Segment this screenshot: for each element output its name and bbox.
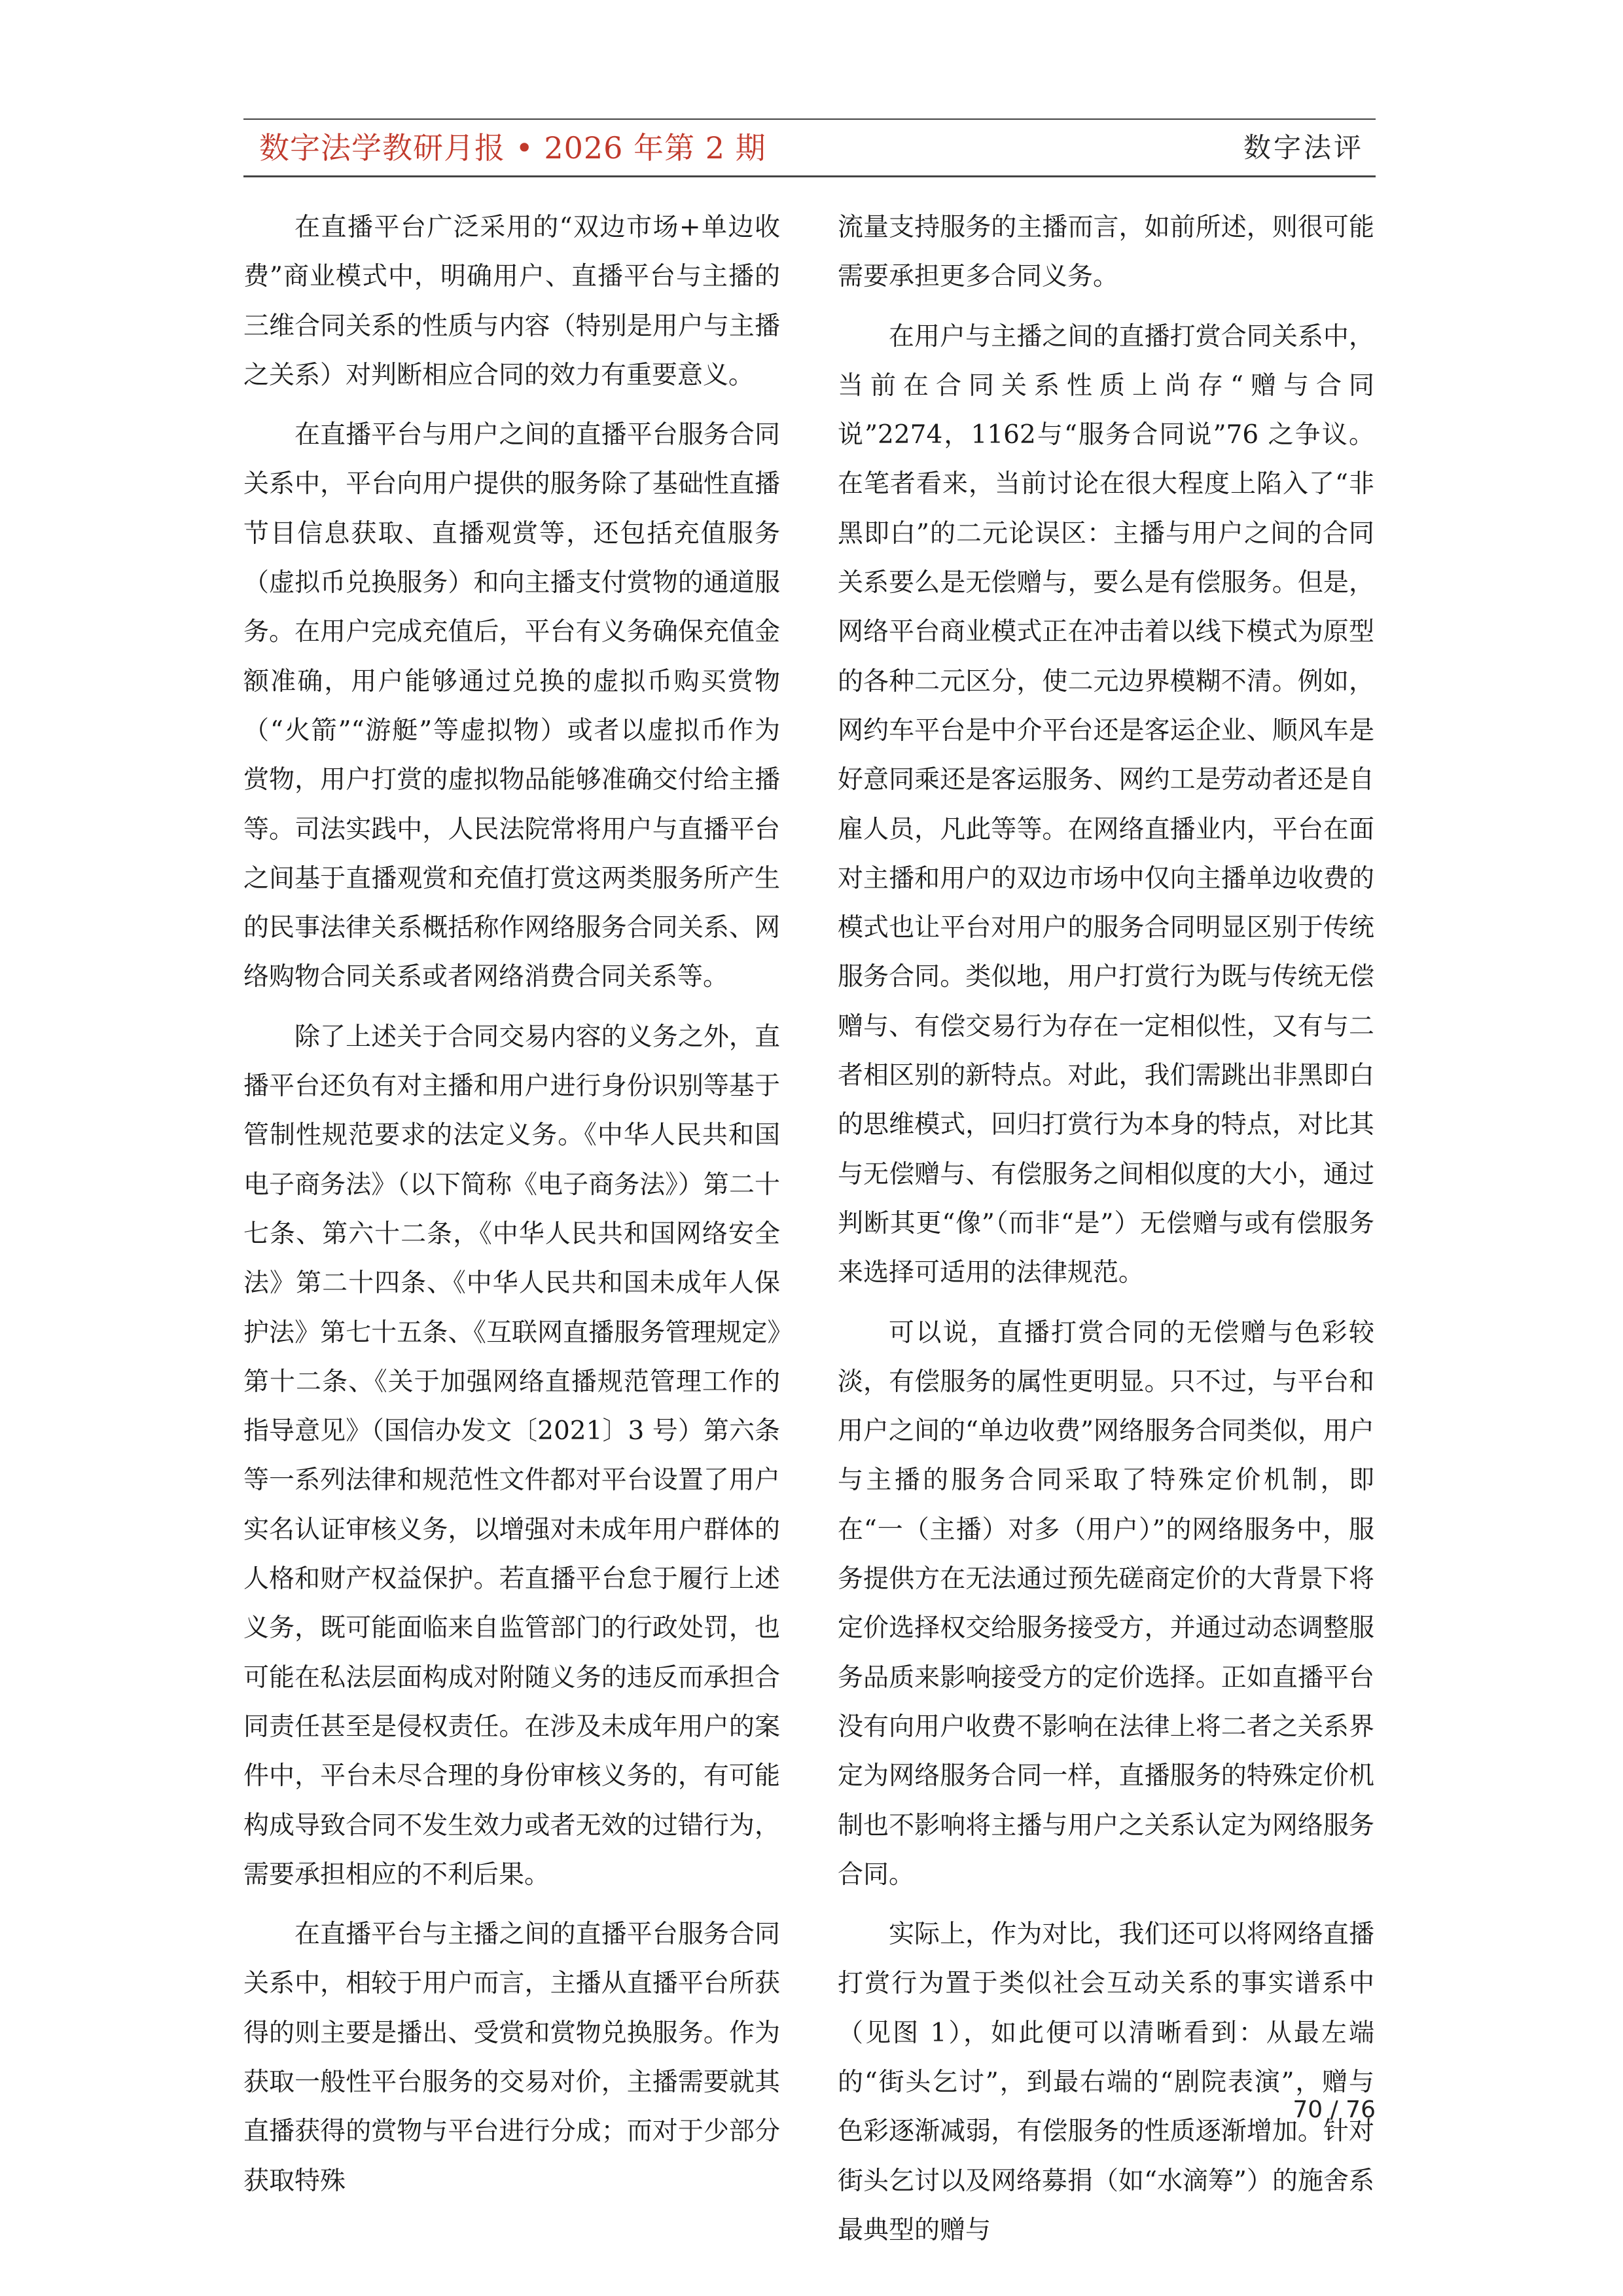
right-column <box>838 203 1374 2245</box>
header-bottom-rule <box>243 175 1376 177</box>
journal-title: 数字法学教研月报 • 2026 年第 2 期 <box>259 130 766 166</box>
header-top-rule <box>243 118 1376 120</box>
left-column <box>243 203 780 2196</box>
paragraph: 在直播平台广泛采用的“双边市场+单边收费”商业模式中，明确用户、直播平台与主播的三维合同关系的性质与内容（特别是用户与主播之关系）对判断相应合同的效力有重要意义。 <box>243 213 780 390</box>
paragraph-continuation: 流量支持服务的主播而言，如前所述，则很可能需要承担更多合同义务。 <box>838 213 1374 292</box>
paragraph: 在直播平台与主播之间的直播平台服务合同关系中，相较于用户而言，主播从直播平台所获得的则主要是播出、受赏和赏物兑换服务。作为获取一般性平台服务的交易对价，主播需要就其直播获得的赏物与平台进行分成；而对于少部分获取特殊 <box>243 1920 780 2196</box>
paragraph: 在用户与主播之间的直播打赏合同关系中，当前在合同关系性质上尚存“赠与合同说”2274，1162与“服务合同说”76 之争议。在笔者看来，当前讨论在很大程度上陷入了“非黑即白”的二元论误区：主播与用户之间的合同关系要么是无偿赠与，要么是有偿服务。但是，网络平台商业模式正在冲击着以线下模式为原型的各种二元区分，使二元边界模糊不清。例如，网约车平台是中介平台还是客运企业、顺风车是好意同乘还是客运服务、网约工是劳动者还是自雇人员，凡此等等。在网络直播业内，平台在面对主播和用户的双边市场中仅向主播单边收费的模式也让平台对用户的服务合同明显区别于传统服务合同。类似地，用户打赏行为既与传统无偿赠与、有偿交易行为存在一定相似性，又有与二者相区别的新特点。对此，我们需跳出非黑即白的思维模式，回归打赏行为本身的特点，对比其与无偿赠与、有偿服务之间相似度的大小，通过判断其更“像”（而非“是”）无偿赠与或有偿服务来选择可适用的法律规范。 <box>838 321 1374 1288</box>
page-number: 70 / 76 <box>1293 2096 1376 2123</box>
paragraph: 在直播平台与用户之间的直播平台服务合同关系中，平台向用户提供的服务除了基础性直播节目信息获取、直播观赏等，还包括充值服务（虚拟币兑换服务）和向主播支付赏物的通道服务。在用户完成充值后，平台有义务确保充值金额准确，用户能够通过兑换的虚拟币购买赏物（“火箭”“游艇”等虚拟物）或者以虚拟币作为赏物，用户打赏的虚拟物品能够准确交付给主播等。司法实践中，人民法院常将用户与直播平台之间基于直播观赏和充值打赏这两类服务所产生的民事法律关系概括称作网络服务合同关系、网络购物合同关系或者网络消费合同关系等。 <box>243 420 780 992</box>
section-label: 数字法评 <box>1243 132 1364 164</box>
paragraph: 可以说，直播打赏合同的无偿赠与色彩较淡，有偿服务的属性更明显。只不过，与平台和用户之间的“单边收费”网络服务合同类似，用户与主播的服务合同采取了特殊定价机制，即在“一（主播）对多（用户）”的网络服务中，服务提供方在无法通过预先磋商定价的大背景下将定价选择权交给服务接受方，并通过动态调整服务品质来影响接受方的定价选择。正如直播平台没有向用户收费不影响在法律上将二者之关系界定为网络服务合同一样，直播服务的特殊定价机制也不影响将主播与用户之关系认定为网络服务合同。 <box>838 1318 1374 1890</box>
paragraph: 除了上述关于合同交易内容的义务之外，直播平台还负有对主播和用户进行身份识别等基于管制性规范要求的法定义务。《中华人民共和国电子商务法》（以下简称《电子商务法》）第二十七条、第六十二条，《中华人民共和国网络安全法》第二十四条、《中华人民共和国未成年人保护法》第七十五条、《互联网直播服务管理规定》第十二条、《关于加强网络直播规范管理工作的指导意见》（国信办发文〔2021〕3 号）第六条等一系列法律和规范性文件都对平台设置了用户实名认证审核义务，以增强对未成年用户群体的人格和财产权益保护。若直播平台怠于履行上述义务，既可能面临来自监管部门的行政处罚，也可能在私法层面构成对附随义务的违反而承担合同责任甚至是侵权责任。在涉及未成年用户的案件中，平台未尽合理的身份审核义务的，有可能构成导致合同不发生效力或者无效的过错行为，需要承担相应的不利后果。 <box>243 1022 780 1890</box>
paragraph: 实际上，作为对比，我们还可以将网络直播打赏行为置于类似社会互动关系的事实谱系中（见图 1），如此便可以清晰看到：从最左端的“街头乞讨”，到最右端的“剧院表演”，赠与色彩逐渐减弱，有偿服务的性质逐渐增加。针对街头乞讨以及网络募捐（如“水滴筹”）的施舍系最典型的赠与 <box>838 1920 1374 2245</box>
